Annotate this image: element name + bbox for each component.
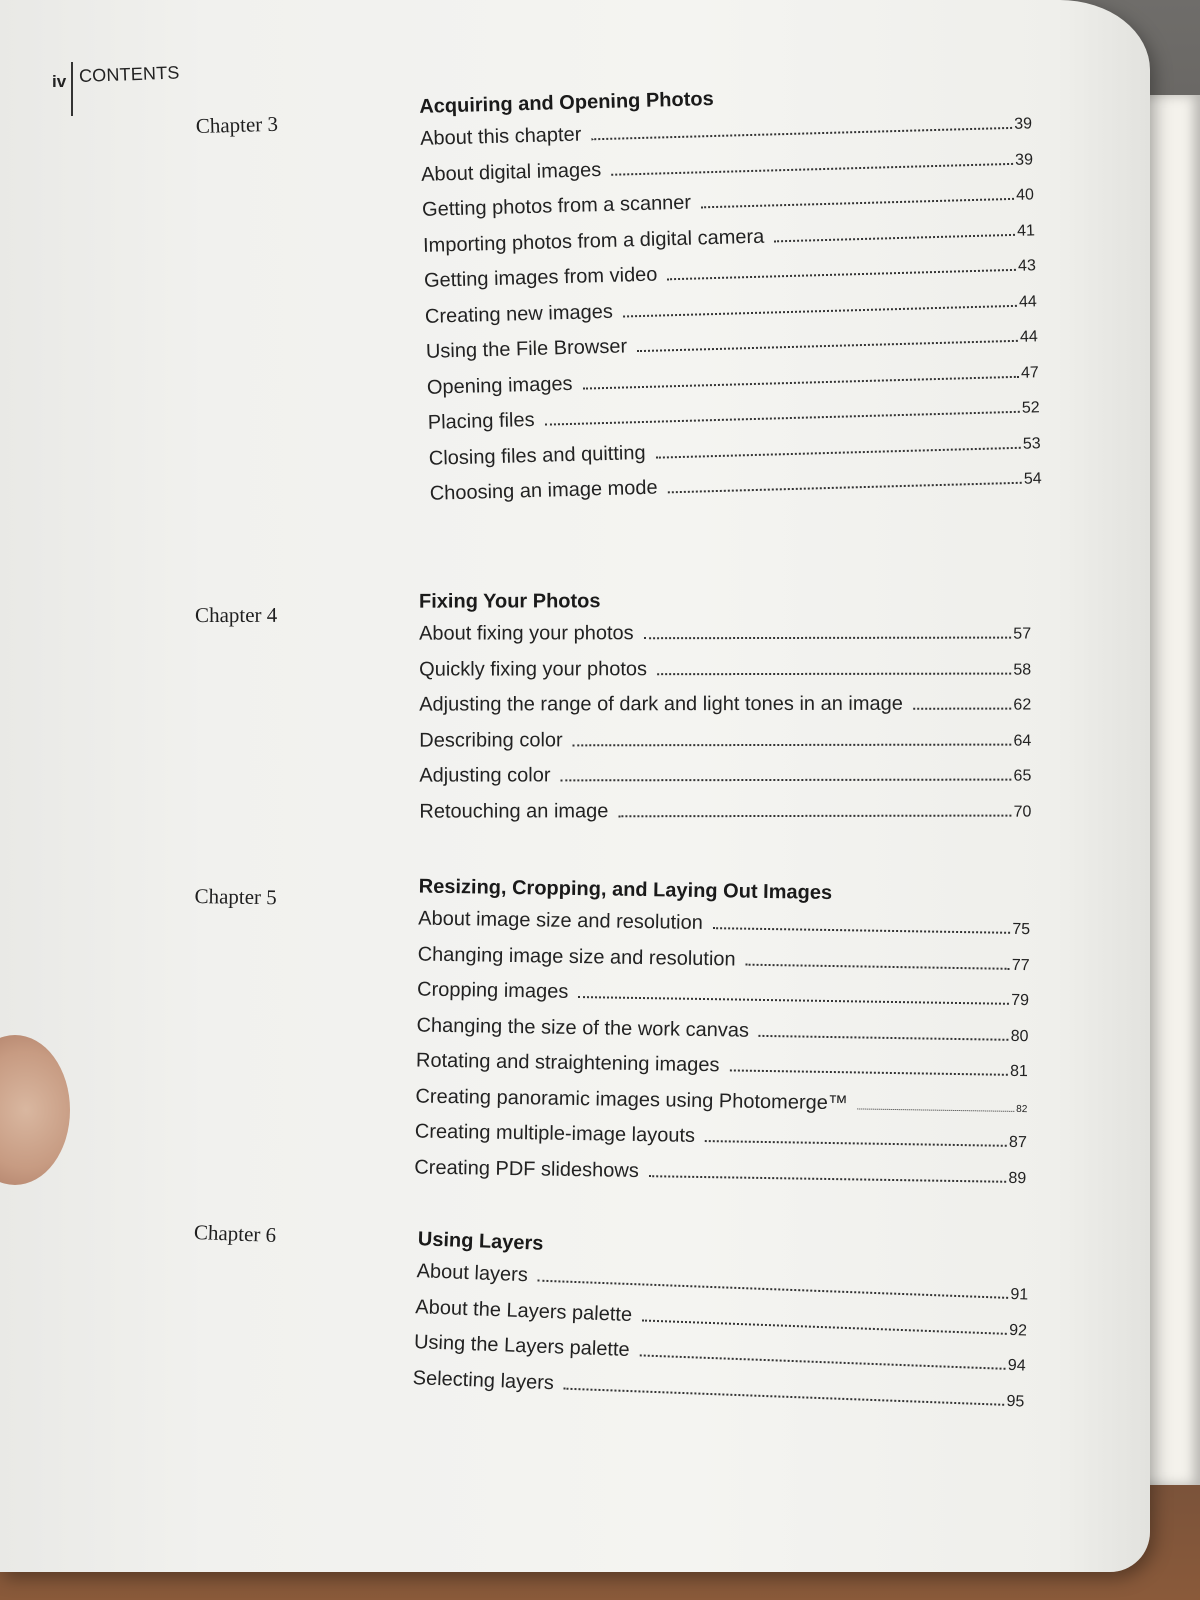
toc-entry-page: 95: [1006, 1392, 1025, 1411]
dot-leader: [701, 198, 1014, 208]
toc-entry-page: 82: [1016, 1103, 1028, 1115]
toc-entry-text: Creating multiple-image layouts: [414, 1120, 696, 1147]
dot-leader: [644, 637, 1012, 640]
toc-entry-page: 43: [1017, 257, 1037, 275]
chapter-toc: [412, 1224, 1030, 1418]
toc-entry-page: 52: [1021, 399, 1040, 417]
toc-entry-text: About digital images: [420, 158, 602, 186]
toc-entry-text: Creating panoramic images using Photomerge™: [415, 1084, 849, 1114]
chapter-section: [195, 586, 1035, 823]
toc-entry-text: Creating new images: [424, 300, 614, 328]
toc-entry-text: Changing image size and resolution: [417, 943, 736, 971]
dot-leader: [858, 1108, 1014, 1111]
toc-entry[interactable]: [419, 758, 1031, 795]
chapter-section: [195, 75, 1042, 505]
toc-entry-text: Creating PDF slideshows: [414, 1155, 640, 1182]
running-head-label: CONTENTS: [78, 62, 180, 86]
toc-entry-page: 58: [1013, 661, 1032, 679]
chapter-label: Chapter 3: [195, 111, 279, 138]
dot-leader: [639, 1354, 1005, 1369]
dot-leader: [705, 1140, 1007, 1147]
dot-leader: [642, 1319, 1007, 1334]
toc-entry-text: Getting images from video: [423, 263, 658, 292]
running-head-rule: [71, 62, 73, 116]
toc-entry-text: Placing files: [427, 408, 535, 434]
toc-entry-text: Selecting layers: [412, 1366, 555, 1394]
dot-leader: [618, 814, 1011, 817]
toc-entry-page: 75: [1012, 920, 1031, 939]
toc-entry-text: Changing the size of the work canvas: [416, 1014, 750, 1042]
toc-entry-page: 89: [1008, 1169, 1027, 1187]
chapter-section: [193, 1204, 1034, 1411]
toc-entry-page: 77: [1011, 956, 1030, 974]
toc-entry-page: 40: [1015, 186, 1035, 204]
toc-entry-text: Opening images: [426, 372, 573, 399]
toc-entry-text: Choosing an image mode: [429, 476, 658, 505]
toc-entry-page: 65: [1013, 767, 1032, 785]
dot-leader: [623, 304, 1017, 317]
toc-entry-page: 54: [1023, 470, 1042, 488]
dot-leader: [656, 446, 1021, 458]
toc-entry[interactable]: [419, 651, 1031, 688]
chapter-title: Using Layers: [417, 1228, 544, 1255]
toc-entry-text: Closing files and quitting: [428, 441, 646, 470]
chapter-title: Resizing, Cropping, and Laying Out Images: [418, 875, 833, 905]
dot-leader: [545, 411, 1020, 426]
chapter-toc: [414, 872, 1031, 1196]
toc-entry-text: Adjusting color: [419, 764, 551, 787]
toc-entry-page: 92: [1008, 1321, 1028, 1340]
dot-leader: [746, 963, 1010, 969]
toc-entry-text: About this chapter: [419, 123, 582, 150]
toc-entry-page: 81: [1009, 1062, 1029, 1081]
chapter-toc: [419, 586, 1031, 830]
toc-entry-page: 39: [1013, 115, 1033, 133]
toc-entry-text: Using the Layers palette: [413, 1331, 631, 1362]
dot-leader: [774, 233, 1015, 242]
dot-leader: [611, 162, 1013, 175]
dot-leader: [637, 340, 1018, 352]
toc-entry-text: Describing color: [419, 728, 563, 752]
toc-entry-page: 94: [1007, 1356, 1026, 1375]
chapter-title: Fixing Your Photos: [419, 590, 601, 613]
toc-entry-text: About fixing your photos: [419, 622, 634, 645]
toc-entry-text: Using the File Browser: [425, 335, 628, 363]
chapter-label: Chapter 4: [195, 602, 278, 627]
dot-leader: [573, 743, 1012, 746]
toc-entry-text: About image size and resolution: [418, 907, 703, 934]
chapter-title: Acquiring and Opening Photos: [419, 87, 714, 118]
toc-entry-page: 41: [1016, 221, 1036, 240]
toc-entry-page: 64: [1013, 732, 1032, 750]
toc-entry-text: Getting photos from a scanner: [421, 191, 692, 221]
dot-leader: [583, 375, 1019, 389]
toc-entry-page: 44: [1019, 328, 1038, 346]
dot-leader: [668, 482, 1022, 494]
chapter-toc: [419, 75, 1042, 512]
dot-leader: [657, 672, 1011, 675]
toc-entry-page: 80: [1010, 1027, 1029, 1045]
dot-leader: [913, 708, 1012, 710]
dot-leader: [564, 1387, 1005, 1405]
page-folio: iv: [52, 72, 67, 91]
dot-leader: [561, 779, 1012, 782]
chapter-section: [194, 868, 1035, 1187]
toc-entry-page: 79: [1011, 991, 1030, 1010]
toc-entry-page: 87: [1008, 1133, 1027, 1152]
chapter-label: Chapter 5: [194, 883, 277, 910]
toc-entry-page: 53: [1022, 434, 1041, 453]
toc-entry-page: 39: [1014, 150, 1034, 169]
toc-entry-page: 91: [1010, 1285, 1029, 1304]
toc-entry-text: About the Layers palette: [414, 1295, 633, 1326]
dot-leader: [713, 927, 1011, 934]
toc-entry-text: Quickly fixing your photos: [419, 657, 648, 681]
dot-leader: [591, 127, 1012, 140]
toc-entry-text: Retouching an image: [419, 799, 609, 823]
toc-entry-text: About layers: [416, 1260, 529, 1287]
toc-entry-text: Adjusting the range of dark and light tones in an image: [419, 692, 903, 716]
toc-entry-page: 70: [1013, 803, 1032, 821]
dot-leader: [759, 1034, 1009, 1040]
toc-entry-page: 44: [1018, 292, 1038, 311]
dot-leader: [649, 1175, 1007, 1183]
toc-entry-text: Rotating and straightening images: [415, 1049, 720, 1077]
toc-entry-text: Importing photos from a digital camera: [422, 225, 765, 257]
chapter-label: Chapter 6: [193, 1219, 277, 1247]
toc-entry[interactable]: [419, 793, 1031, 830]
toc-entry[interactable]: [419, 722, 1031, 759]
toc-entry-page: 47: [1020, 363, 1039, 382]
dot-leader: [578, 996, 1009, 1005]
toc-entry-page: 62: [1013, 696, 1032, 714]
toc-entry[interactable]: [419, 616, 1031, 653]
toc-entry-page: 57: [1013, 625, 1032, 643]
dot-leader: [729, 1069, 1008, 1075]
toc-entry-text: Cropping images: [416, 978, 569, 1003]
dot-leader: [667, 269, 1016, 280]
toc-entry[interactable]: [419, 687, 1031, 724]
